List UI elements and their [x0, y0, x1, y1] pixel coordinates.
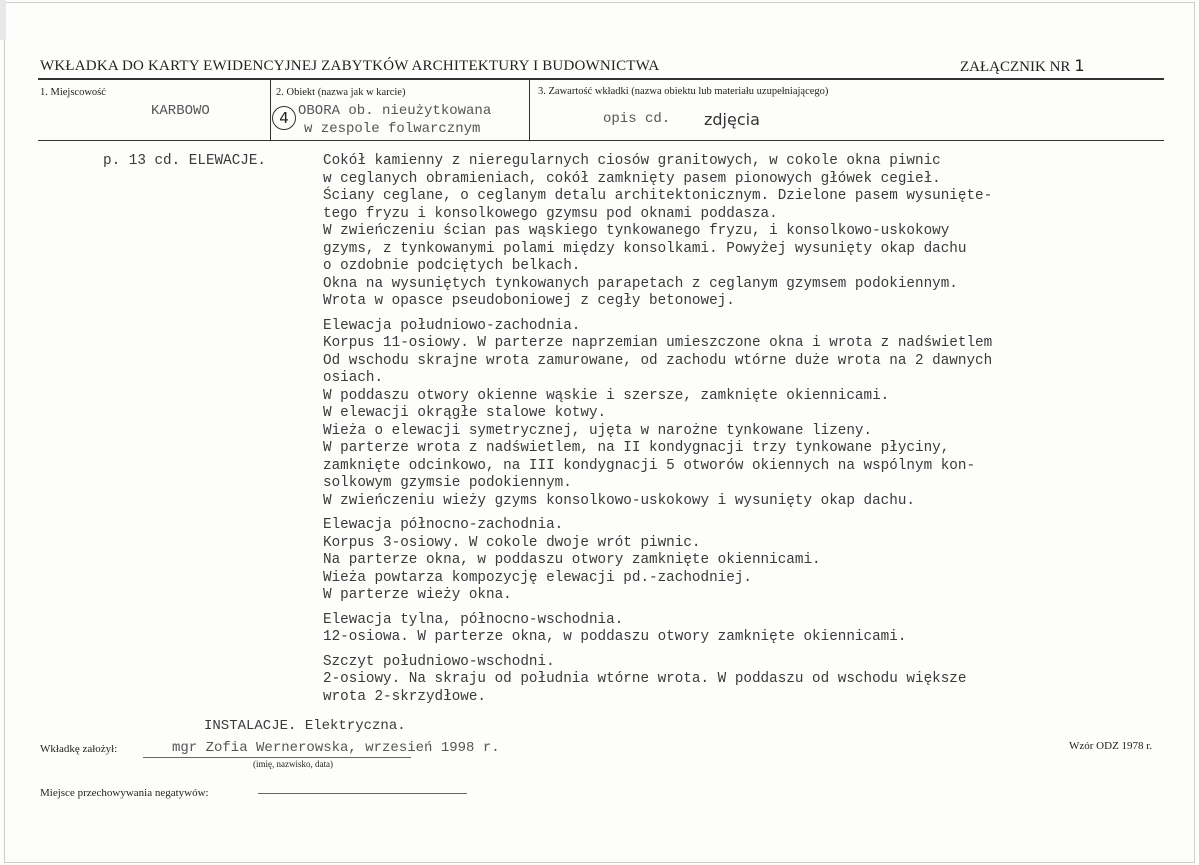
description-paragraph — [323, 153, 1123, 311]
form-title: WKŁADKA DO KARTY EWIDENCYJNEJ ZABYTKÓW ARCHITEKTURY I BUDOWNICTWA — [40, 58, 660, 74]
negatives-underline — [258, 793, 467, 794]
description-line: Okna na wysuniętych tynkowanych parapetach z ceglanym gzymsem podokiennym. — [323, 275, 958, 292]
description-paragraph — [323, 654, 1123, 707]
negatives-label: Miejsce przechowywania negatywów: — [40, 787, 209, 799]
header-rule — [38, 78, 1164, 80]
description-line: Korpus 11-osiowy. W parterze naprzemian umieszczone okna i wrota z nadświetlem — [323, 335, 993, 351]
author-caption: (imię, nazwisko, data) — [253, 759, 333, 769]
description-line: 12-osiowa. W parterze okna, w poddaszu otwory zamknięte okiennicami. — [323, 629, 907, 645]
description-line: Wrota w opasce pseudoboniowej z cegły betonowej. — [323, 293, 735, 309]
field-divider-2 — [529, 80, 530, 140]
description-line: osiach. — [323, 370, 384, 386]
description-line: Ściany ceglane, o ceglanym detalu architektonicznym. Dzielone pasem wysunięte- — [323, 188, 993, 204]
content-handwritten: zdjęcia — [704, 110, 760, 129]
content-value: opis cd. — [603, 111, 671, 127]
description-line: Elewacja tylna, północno-wschodnia. — [323, 611, 624, 628]
description-line: Od wschodu skrajne wrota zamurowane, od zachodu wtórne duże wrota na 2 dawnych — [323, 352, 993, 369]
description-paragraph — [323, 612, 1123, 647]
description-body — [323, 153, 1123, 713]
description-line: Na parterze okna, w poddaszu otwory zamknięte okiennicami. — [323, 552, 821, 568]
description-line: W parterze wrota z nadświetlem, na II kondygnacji trzy tynkowane płyciny, — [323, 440, 950, 456]
annex-text: ZAŁĄCZNIK NR — [960, 59, 1071, 75]
author-value: mgr Zofia Wernerowska, wrzesień 1998 r. — [172, 740, 500, 756]
description-line: gzyms, z tynkowanymi polami między konsolkami. Powyżej wysunięty okap dachu — [323, 240, 967, 257]
author-label: Wkładkę założył: — [40, 743, 118, 755]
description-line: w ceglanych obramieniach, cokół zamknięty pasem pionowych główek cegieł. — [323, 170, 941, 187]
field-divider-1 — [270, 80, 271, 140]
description-paragraph — [323, 318, 1123, 511]
description-line: W zwieńczeniu wieży gzyms konsolkowo-uskokowy i wysunięty okap dachu. — [323, 492, 915, 509]
description-line: Szczyt południowo-wschodni. — [323, 653, 555, 670]
section-label: p. 13 cd. ELEWACJE. — [103, 153, 267, 169]
object-number: 4 — [272, 106, 296, 130]
description-line: W parterze wieży okna. — [323, 587, 512, 603]
form-version: Wzór ODZ 1978 r. — [1069, 740, 1153, 752]
installations-line: INSTALACJE. Elektryczna. — [204, 718, 406, 734]
description-line: zamknięte odcinkowo, na III kondygnacji 5 otworów okiennych na wspólnym kon- — [323, 457, 976, 474]
object-value-line1: OBORA ob. nieużytkowana — [298, 103, 492, 119]
annex-label — [960, 56, 1085, 76]
description-line: Elewacja północno-zachodnia. — [323, 517, 564, 533]
annex-number: 1 — [1074, 56, 1085, 75]
content-label: 3. Zawartość wkładki (nazwa obiektu lub materiału uzupełniającego) — [538, 86, 829, 97]
description-paragraph — [323, 517, 1123, 605]
author-underline — [143, 757, 411, 758]
description-line: W zwieńczeniu ścian pas wąskiego tynkowanego fryzu, i konsolkowo-uskokowy — [323, 223, 950, 239]
scan-edge — [0, 0, 6, 40]
description-line: Korpus 3-osiowy. W cokole dwoje wrót piwnic. — [323, 534, 701, 551]
description-line: tego fryzu i konsolkowego gzymsu pod oknami poddasza. — [323, 205, 778, 222]
description-line: Wieża o elewacji symetrycznej, ujęta w narożne tynkowane lizeny. — [323, 422, 873, 439]
object-value-line2: w zespole folwarcznym — [304, 121, 481, 137]
description-line: Elewacja południowo-zachodnia. — [323, 317, 581, 334]
object-label: 2. Obiekt (nazwa jak w karcie) — [276, 87, 406, 98]
description-line: W poddaszu otwory okienne wąskie i szersze, zamknięte okiennicami. — [323, 387, 890, 404]
locality-value: KARBOWO — [151, 103, 210, 119]
description-line: 2-osiowy. Na skraju od południa wtórne wrota. W poddaszu od wschodu większe — [323, 671, 967, 687]
description-line: W elewacji okrągłe stalowe kotwy. — [323, 405, 607, 421]
description-line: o ozdobnie podciętych belkach. — [323, 258, 581, 274]
description-line: wrota 2-skrzydłowe. — [323, 688, 487, 705]
description-line: Cokół kamienny z nieregularnych ciosów granitowych, w cokole okna piwnic — [323, 153, 941, 169]
fields-rule — [38, 140, 1164, 141]
description-line: solkowym gzymsie podokiennym. — [323, 475, 572, 491]
description-line: Wieża powtarza kompozycję elewacji pd.-zachodniej. — [323, 569, 752, 586]
locality-label: 1. Miejscowość — [40, 87, 106, 98]
